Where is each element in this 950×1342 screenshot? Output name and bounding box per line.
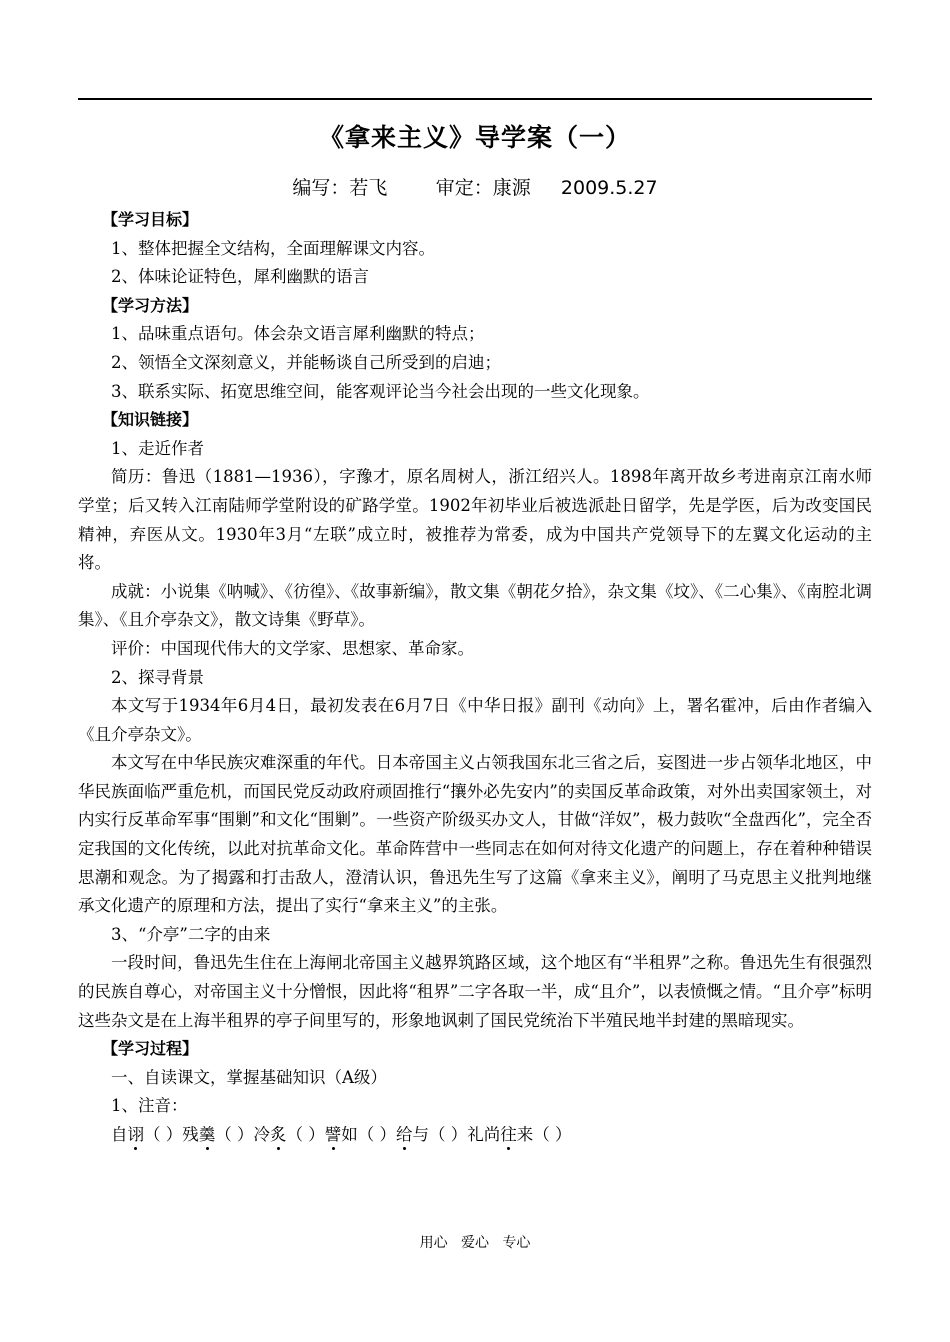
pinyin-word: 礼尚往来（ ） (467, 1125, 572, 1144)
pinyin-word: 残羹（ ） (182, 1125, 254, 1144)
goal-item: 2、体味论证特色，犀利幽默的语言 (111, 267, 369, 287)
emphasis-char: 尚往来 (483, 1125, 534, 1144)
section-heading-methods: 【学习方法】 (102, 295, 199, 315)
header-rule (78, 98, 872, 100)
author-achievement: 成就：小说集《呐喊》、《彷徨》、《故事新编》，散文集《朝花夕拾》，杂文集《坟》、《二心集》、《南腔北调集》、《且介亭杂文》，散文诗集《野草》。 (78, 581, 872, 630)
emphasis-char: 炙 (270, 1125, 287, 1144)
answer-blank: （ ） (429, 1125, 468, 1144)
answer-blank: （ ） (144, 1125, 183, 1144)
emphasis-char: 譬 (324, 1125, 342, 1144)
pinyin-word: 给与（ ） (396, 1125, 468, 1144)
page-footer: 用心 爱心 专心 (419, 1235, 531, 1251)
section-heading-goals: 【学习目标】 (102, 210, 199, 229)
author-bio: 简历：鲁迅（1881—1936），字豫才，原名周树人，浙江绍兴人。1898年离开故乡考进南京江南水师学堂；后又转入江南陆师学堂附设的矿路学堂。1902年初毕业后被选派赴日留学，先是学医，后为改变国民精神，弃医从文。1930年3月“左联”成立时，被推荐为常委，成为中国共产党领导下的左翼文化运动的主将。 (78, 467, 872, 573)
background-paragraph: 本文写在中华民族灾难深重的年代。日本帝国主义占领我国东北三省之后，妄图进一步占领华北地区，中华民族面临严重危机，而国民党反动政府顽固推行“攘外必先安内”的卖国反革命政策，对外出卖国家领土，对内实行反革命军事“围剿”和文化“围剿”。一些资产阶级买办文人，甘做“洋奴”，极力鼓吹“全盘西化”，完全否定我国的文化传统，以此对抗革命文化。革命阵营中一些同志在如何对待文化遗产的问题上，存在着种种错误思潮和观念。为了揭露和打击敌人，澄清认识，鲁迅先生写了这篇《拿来主义》，阐明了马克思主义批判地继承文化遗产的原理和方法，提出了实行“拿来主义”的主张。 (78, 753, 872, 916)
pinyin-word: 冷炙（ ） (253, 1125, 325, 1144)
pinyin-word: 自诩（ ） (111, 1125, 183, 1144)
method-item: 1、品味重点语句。体会杂文语言犀利幽默的特点； (111, 324, 485, 344)
subheading-author: 1、走近作者 (111, 438, 204, 458)
section-heading-links: 【知识链接】 (102, 410, 199, 430)
document-body (78, 206, 872, 1150)
emphasis-char: 给 (396, 1125, 413, 1144)
subheading-background: 2、探寻背景 (111, 667, 204, 687)
answer-blank: （ ） (286, 1125, 325, 1144)
pinyin-word: 譬如（ ） (324, 1125, 396, 1144)
document-title: 《拿来主义》导学案（一） (318, 123, 631, 152)
emphasis-char: 诩 (127, 1125, 144, 1144)
section-heading-process: 【学习过程】 (102, 1039, 199, 1059)
pinyin-exercise-line (78, 1121, 872, 1150)
process-part-heading: 一、自读课文，掌握基础知识（A级） (111, 1067, 387, 1087)
byline: 编写：若飞 审定：康源 2009.5.27 (292, 177, 658, 199)
goal-item: 1、整体把握全文结构，全面理解课文内容。 (111, 238, 435, 258)
method-item: 3、联系实际、拓宽思维空间，能客观评论当今社会出现的一些文化现象。 (111, 381, 650, 401)
method-item: 2、领悟全文深刻意义，并能畅谈自己所受到的启迪； (111, 352, 501, 372)
emphasis-char: 羹 (198, 1125, 216, 1144)
background-paragraph: 本文写于1934年6月4日，最初发表在6月7日《中华日报》副刊《动向》上，署名霍冲，后由作者编入《且介亭杂文》。 (78, 696, 872, 744)
question-pinyin: 1、注音： (111, 1096, 188, 1116)
answer-blank: （ ） (357, 1125, 396, 1144)
answer-blank: （ ） (215, 1125, 254, 1144)
subheading-origin: 3、“介亭”二字的由来 (111, 924, 271, 944)
origin-paragraph: 一段时间，鲁迅先生住在上海闸北帝国主义越界筑路区域，这个地区有“半租界”之称。鲁迅先生有很强烈的民族自尊心，对帝国主义十分憎恨，因此将“租界”二字各取一半，成“且介”，以表愤慨之情。“且介亭”标明这些杂文是在上海半租界的亭子间里写的，形象地讽刺了国民党统治下半殖民地半封建的黑暗现实。 (78, 953, 872, 1030)
answer-blank: （ ） (533, 1125, 572, 1144)
author-evaluation: 评价：中国现代伟大的文学家、思想家、革命家。 (111, 638, 474, 658)
